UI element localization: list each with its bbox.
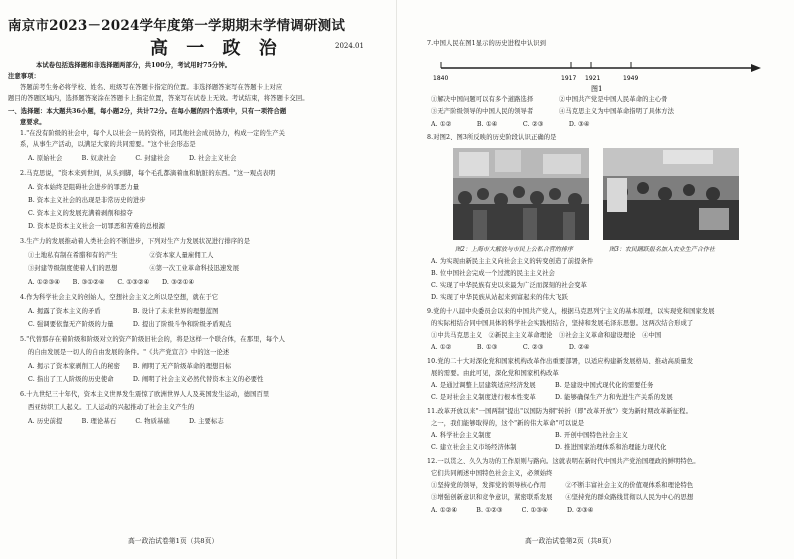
question-line: A. 是通过调整上层建筑适应经济发展 B. 是建设中国式现代化的需要任务 (431, 382, 654, 389)
question-line: A. ①② B. ①③ C. ②③ D. ②④ (431, 344, 590, 351)
question-line: ①解决中国问题可以有多个道路选择 ②中国共产党是中国人民革命的主心骨 (431, 96, 668, 103)
question-line: 5."代替那存在着阶级和阶级对立的资产阶级旧社会的，将是这样一个联合体，在那里，每个人 (20, 336, 286, 343)
exam-page-2 (397, 0, 794, 559)
page-footer: 高一政治试卷第2页（共8页） (525, 537, 616, 545)
section-heading-cont: 意要求。 (20, 119, 46, 126)
question-line: 2.马克思说，"资本来到世间，从头到脚，每个毛孔都滴着血和肮脏的东西。"这一观点表明 (20, 170, 276, 177)
question-line: 4.作为科学社会主义的创始人，空想社会主义之所以是空想，就在于它 (20, 294, 219, 301)
question-line: 6.十九世纪三十年代，资本主义世界发生震惊了欧洲世界人人及英国发生运动，德国百里 (20, 391, 270, 398)
question-line: C. 资本主义的发展充满着剥削和掠夺 (28, 210, 133, 217)
question-line: 3.生产力的发展推动着人类社会的不断进步，下列对生产力发展状况进行排序的是 (20, 238, 251, 245)
crowd-photo-icon (453, 148, 589, 240)
exam-subject: 高 一 政 治 (150, 38, 283, 59)
question-line: 的实际相结合同中国具体的科学社会实践相结合，坚持和发展毛泽东思想。这两次结合形成了 (431, 320, 694, 327)
question-line: A. 资本始终是阻碍社会进步的罪恶力量 (28, 184, 140, 191)
question-line: 展的需要。由此可见，深化党和国家机构改革 (431, 370, 559, 377)
timeline-tick-label: 1917 (561, 75, 577, 82)
page-footer: 高一政治试卷第1页（共8页） (128, 537, 219, 545)
question-line: 的自由发展是一切人的自由发展的条件。"《共产党宣言》中的这一论述 (28, 349, 230, 356)
question-line: 12.一以贯之、久久为功的工作原则与路向。这就表明在新时代中国共产党治国理政的鲜明特色。 (427, 458, 700, 465)
figure-2-photo (453, 148, 589, 240)
question-line: ③无产阶级领导的中国人民的领导者 ④马克思主义为中国革命指明了具体方法 (431, 108, 675, 115)
timeline-tick-label: 1921 (585, 75, 601, 82)
question-line: A. 揭示了资本家剥削工人的秘密 B. 阐明了无产阶级革命的理想目标 (28, 363, 232, 370)
question-line: 10.党的二十大对深化党和国家机构改革作出重要部署，以适应构建新发展格局、推动高质量发 (427, 358, 694, 365)
question-line: D. 资本是资本主义社会一切罪恶和苦难的总根源 (28, 223, 166, 230)
question-line: ①土地私有制在希腊和有的产生 ②资本家人量雇佣工人 (28, 252, 214, 259)
figure-caption: 图1 (591, 85, 603, 93)
question-line: B. 资本主义社会的出现是非常历史的进步 (28, 197, 146, 204)
question-line: ③封建等级制度使着人们的思想 ④第一次工业革命科技迅速发展 (28, 265, 240, 272)
notice-heading: 注意事项： (8, 73, 40, 80)
farmers-photo-icon (603, 148, 739, 240)
question-line: 它们共同阐述中国特色社会主义，必须始终 (431, 470, 553, 477)
question-line: B. 位中国社会完成一个过渡的民主主义社会 (431, 270, 556, 277)
question-line: ①中共马克思主义 ②新民主主义革命理论 ③社会主义革命和建设理论 ④中国 (431, 332, 662, 339)
question-line: 7.中国人民在图1显示的历史进程中认识到 (427, 40, 547, 47)
question-line: A. ①②③④ B. ③①②④ C. ①③②④ D. ③②①④ (28, 279, 195, 286)
question-line: A. 为实现由新民主主义向社会主义的转变创造了前提条件 (431, 258, 594, 265)
figure-caption: 图3：农民踊跃报名加入农业生产合作社 (609, 246, 715, 253)
notice-line: 答题前考生务必将学校、姓名、班级写在答题卡指定的位置。非选择题答案写在答题卡上对应 (20, 84, 283, 91)
question-line: A. 原始社会 B. 奴隶社会 C. 封建社会 D. 社会主义社会 (28, 155, 237, 162)
question-line: A. 历史前提 B. 理论基石 C. 物质基础 D. 主要标志 (28, 418, 224, 425)
question-line: C. 是对社会主义制度进行根本性变革 D. 能够确保生产力和先进生产关系的发展 (431, 394, 673, 401)
timeline-tick-label: 1949 (623, 75, 639, 82)
timeline-arrow (751, 64, 761, 72)
exam-date: 2024.01 (335, 42, 364, 50)
question-line: 之一，我们能够取得的，这个"新的伟大革命"可以说是 (431, 420, 585, 427)
question-line: A. ①②④ B. ①②③ C. ①③④ D. ②③④ (431, 507, 594, 514)
question-line: C. 强调要依靠无产阶级的力量 D. 提出了阶级斗争和阶级矛盾观点 (28, 321, 232, 328)
question-line: 西亚纺织工人起义。工人运动的兴起推动了社会主义产生的 (28, 404, 195, 411)
question-line: ①坚持党的领导，发挥党的领导核心作用 ②不断丰富社会主义的价值观体系和理论特色 (431, 482, 694, 489)
figure-3-photo (603, 148, 739, 240)
question-line: 系，从事生产活动，以满足大家的共同需要。"这个社会形态是 (20, 141, 196, 148)
question-line: A. 揭露了资本主义的矛盾 B. 设计了未来世界的理想蓝图 (28, 308, 219, 315)
timeline-figure (431, 56, 765, 94)
question-line: 9.党的十八届中央委员会以来的中国共产党人，根据马克思列宁主义的基本原理，以实现党和国家发展 (427, 308, 715, 315)
question-line: ③增强创新意识和竞争意识，紧密联系发展 ④坚持党的群众路线贯彻以人民为中心的思想 (431, 494, 694, 501)
notice-line: 题目的答题区域内，选择题答案涂在答题卡上指定位置，答案写在试卷上无效。考试结束，将答题卡交回。 (8, 95, 309, 102)
question-line: 1."在没有阶级的社会中，每个人以社会一员的资格，同其他社会成员协力，构成一定的生产关 (20, 130, 286, 137)
question-line: C. 指出了工人阶级的历史使命 D. 阐明了社会主义必然代替资本主义的必要性 (28, 376, 264, 383)
timeline-tick-label: 1840 (433, 75, 449, 82)
question-line: 11.改革开放以来"一国两制"提出"以国防为纲"转折（即"改革开放"）变为新时期改革新征程。 (427, 408, 692, 415)
question-line: A. 科学社会主义制度 B. 开创中国特色社会主义 (431, 432, 628, 439)
question-line: C. 建立社会主义市场经济体制 D. 推进国家治理体系和治理能力现代化 (431, 444, 667, 451)
question-line: C. 实现了中华民族有史以来最为广泛而深刻的社会变革 (431, 282, 588, 289)
section-heading: 一、选择题：本大题共36小题，每小题2分，共计72分。在每小题的四个选项中，只有一项符合题 (8, 108, 287, 115)
question-line: A. ①② B. ①④ C. ②③ D. ③④ (431, 121, 590, 128)
question-line: 8.对图2、图3所反映的历史阶段认识正确的是 (427, 134, 557, 141)
figure-caption: 图2：上海市大解放与市民上公私合营的排序 (455, 246, 573, 253)
exam-intro: 本试卷包括选择题和非选择题两部分，共100分，考试用时75分钟。 (36, 62, 232, 69)
exam-title: 南京市2023－2024学年度第一学期期末学情调研测试 (8, 18, 346, 34)
question-line: D. 实现了中华民族从站起来到富起来的伟大飞跃 (431, 294, 569, 301)
